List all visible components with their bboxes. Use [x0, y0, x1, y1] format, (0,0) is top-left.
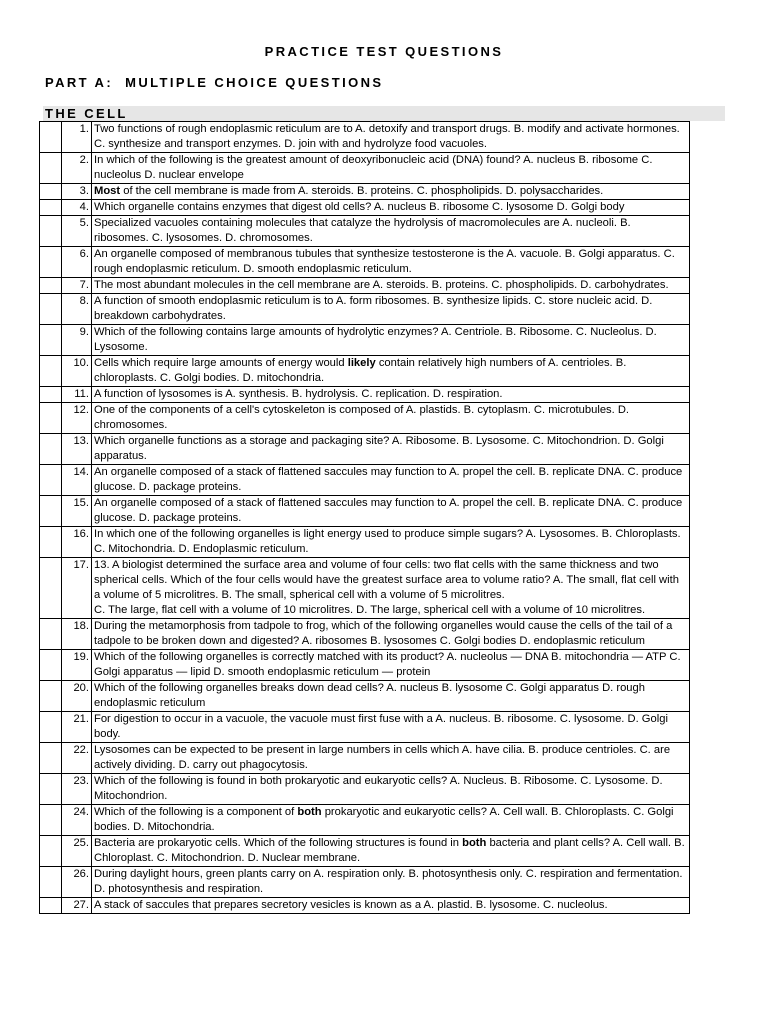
question-row [40, 774, 690, 805]
row-margin-cell [40, 294, 62, 325]
part-heading: PART A: MULTIPLE CHOICE QUESTIONS [45, 75, 384, 90]
question-text [92, 527, 690, 558]
question-text [92, 200, 690, 216]
row-margin-cell [40, 681, 62, 712]
question-text [92, 465, 690, 496]
row-margin-cell [40, 153, 62, 184]
question-row [40, 122, 690, 153]
question-text [92, 681, 690, 712]
question-row [40, 805, 690, 836]
row-margin-cell [40, 465, 62, 496]
row-margin-cell [40, 619, 62, 650]
row-margin-cell [40, 247, 62, 278]
question-text-body: bacteria and plant cells? A. Cell wall. B. Chloroplast. C. Mitochondrion. D. Nuclear membrane. [94, 837, 685, 864]
question-row [40, 558, 690, 619]
question-number: 8. [62, 294, 92, 325]
question-number: 17. [62, 558, 92, 619]
question-text-body: Two functions of rough endoplasmic reticulum are to A. detoxify and transport drugs. B. modify and activate hormones. C. synthesize and transport enzymes. D. join with and hydrolyze food vacuoles. [94, 123, 680, 150]
question-text-body: In which of the following is the greatest amount of deoxyribonucleic acid (DNA) found? A. nucleus B. ribosome C. nucleolus D. nuclear envelope [94, 154, 653, 181]
row-margin-cell [40, 122, 62, 153]
row-margin-cell [40, 325, 62, 356]
question-text-body: contain relatively high numbers of A. centrioles. B. chloroplasts. C. Golgi bodies. D. mitochondria. [94, 357, 627, 384]
question-row [40, 278, 690, 294]
row-margin-cell [40, 558, 62, 619]
row-margin-cell [40, 836, 62, 867]
question-text [92, 805, 690, 836]
question-text [92, 247, 690, 278]
question-text-body: prokaryotic and eukaryotic cells? A. Cell wall. B. Chloroplasts. C. Golgi bodies. D. Mitochondria. [94, 806, 674, 833]
question-text [92, 619, 690, 650]
question-row [40, 200, 690, 216]
row-margin-cell [40, 434, 62, 465]
row-margin-cell [40, 712, 62, 743]
question-text-continued: C. The large, flat cell with a volume of 10 microlitres. D. The large, spherical cell with a volume of 10 microlitres. [94, 604, 646, 616]
question-row [40, 619, 690, 650]
row-margin-cell [40, 898, 62, 914]
question-text-body: Specialized vacuoles containing molecules that catalyze the hydrolysis of macromolecules are A. nucleoli. B. ribosomes. C. lysosomes. D. chromosomes. [94, 217, 631, 244]
page-title: PRACTICE TEST QUESTIONS [264, 44, 504, 59]
question-row [40, 527, 690, 558]
question-text [92, 294, 690, 325]
question-text [92, 403, 690, 434]
question-number: 6. [62, 247, 92, 278]
question-text-body: For digestion to occur in a vacuole, the vacuole must first fuse with a A. nucleus. B. ribosome. C. lysosome. D. Golgi body. [94, 713, 668, 740]
question-text-lead: Which of the following is a component of [94, 806, 298, 818]
question-text [92, 184, 690, 200]
question-text [92, 356, 690, 387]
question-number: 22. [62, 743, 92, 774]
question-text [92, 122, 690, 153]
question-text [92, 325, 690, 356]
question-text-body: Which organelle contains enzymes that digest old cells? A. nucleus B. ribosome C. lysosome D. Golgi body [94, 201, 625, 213]
row-margin-cell [40, 650, 62, 681]
question-text-body: 13. A biologist determined the surface area and volume of four cells: two flat cells with the same thickness and two spherical cells. Which of the four cells would have the greatest surface area to volume ratio? A. The small, flat cell with a volume of 5 microlitres. B. The small, spherical cell with a volume of 5 microlitres. [94, 559, 679, 601]
question-text [92, 153, 690, 184]
question-number: 9. [62, 325, 92, 356]
emphasized-word: likely [347, 357, 376, 369]
row-margin-cell [40, 774, 62, 805]
question-number: 13. [62, 434, 92, 465]
question-text [92, 898, 690, 914]
question-text-body: The most abundant molecules in the cell membrane are A. steroids. B. proteins. C. phospholipids. D. carbohydrates. [94, 279, 669, 291]
question-text-body: Which of the following contains large amounts of hydrolytic enzymes? A. Centriole. B. Ribosome. C. Nucleolus. D. Lysosome. [94, 326, 657, 353]
question-number: 27. [62, 898, 92, 914]
question-text [92, 743, 690, 774]
question-row [40, 836, 690, 867]
row-margin-cell [40, 387, 62, 403]
question-text-body: A function of smooth endoplasmic reticulum is to A. form ribosomes. B. synthesize lipids. C. store nucleic acid. D. breakdown carbohydrates. [94, 295, 653, 322]
emphasized-word: both [462, 837, 487, 849]
question-row [40, 216, 690, 247]
question-number: 2. [62, 153, 92, 184]
question-text [92, 387, 690, 403]
row-margin-cell [40, 403, 62, 434]
question-number: 5. [62, 216, 92, 247]
question-text-body: During daylight hours, green plants carry on A. respiration only. B. photosynthesis only. C. respiration and fermentation. D. photosynthesis and respiration. [94, 868, 683, 895]
question-text-lead: Bacteria are prokaryotic cells. Which of the following structures is found in [94, 837, 463, 849]
question-text [92, 496, 690, 527]
questions-body [40, 122, 690, 914]
question-row [40, 743, 690, 774]
emphasized-word: both [297, 806, 322, 818]
question-number: 21. [62, 712, 92, 743]
question-row [40, 325, 690, 356]
question-number: 18. [62, 619, 92, 650]
question-text-body: Lysosomes can be expected to be present in large numbers in cells which A. have cilia. B. produce centrioles. C. are actively dividing. D. carry out phagocytosis. [94, 744, 671, 771]
question-row [40, 294, 690, 325]
question-text-body: Which of the following organelles is correctly matched with its product? A. nucleolus — DNA B. mitochondria — ATP C. Golgi apparatus — lipid D. smooth endoplasmic reticulum — protein [94, 651, 681, 678]
question-text-body: of the cell membrane is made from A. steroids. B. proteins. C. phospholipids. D. polysaccharides. [120, 185, 604, 197]
question-row [40, 867, 690, 898]
question-text [92, 836, 690, 867]
question-text-lead: Cells which require large amounts of energy would [94, 357, 348, 369]
question-text-body: During the metamorphosis from tadpole to frog, which of the following organelles would cause the cells of the tail of a tadpole to be broken down and digested? A. ribosomes B. lysosomes C. Golgi bodies D. endoplasmic reticulum [94, 620, 673, 647]
row-margin-cell [40, 743, 62, 774]
question-row [40, 681, 690, 712]
question-text-body: An organelle composed of a stack of flattened saccules may function to A. propel the cell. B. replicate DNA. C. produce glucose. D. package proteins. [94, 466, 683, 493]
question-text-body: A stack of saccules that prepares secretory vesicles is known as a A. plastid. B. lysosome. C. nucleolus. [94, 899, 608, 911]
question-text-body: One of the components of a cell's cytoskeleton is composed of A. plastids. B. cytoplasm. C. microtubules. D. chromosomes. [94, 404, 630, 431]
question-text-body: In which one of the following organelles is light energy used to produce simple sugars? A. Lysosomes. B. Chloroplasts. C. Mitochondria. D. Endoplasmic reticulum. [94, 528, 681, 555]
question-row [40, 712, 690, 743]
row-margin-cell [40, 216, 62, 247]
question-number: 10. [62, 356, 92, 387]
question-text [92, 650, 690, 681]
question-row [40, 184, 690, 200]
row-margin-cell [40, 184, 62, 200]
question-text-body: Which of the following is found in both prokaryotic and eukaryotic cells? A. Nucleus. B. Ribosome. C. Lysosome. D. Mitochondrion. [94, 775, 663, 802]
question-number: 23. [62, 774, 92, 805]
question-text [92, 216, 690, 247]
question-number: 19. [62, 650, 92, 681]
question-text-body: Which organelle functions as a storage and packaging site? A. Ribosome. B. Lysosome. C. Mitochondrion. D. Golgi apparatus. [94, 435, 664, 462]
row-margin-cell [40, 278, 62, 294]
question-text [92, 558, 690, 619]
question-number: 14. [62, 465, 92, 496]
questions-table [39, 121, 690, 914]
question-row [40, 247, 690, 278]
question-number: 11. [62, 387, 92, 403]
question-text-body: An organelle composed of a stack of flattened saccules may function to A. propel the cell. B. replicate DNA. C. produce glucose. D. package proteins. [94, 497, 683, 524]
question-text [92, 434, 690, 465]
question-number: 12. [62, 403, 92, 434]
row-margin-cell [40, 356, 62, 387]
question-number: 1. [62, 122, 92, 153]
question-number: 4. [62, 200, 92, 216]
row-margin-cell [40, 200, 62, 216]
question-row [40, 356, 690, 387]
question-text-body: An organelle composed of membranous tubules that synthesize testosterone is the A. vacuole. B. Golgi apparatus. C. rough endoplasmic reticulum. D. smooth endoplasmic reticulum. [94, 248, 675, 275]
question-text-body: Which of the following organelles breaks down dead cells? A. nucleus B. lysosome C. Golgi apparatus D. rough endoplasmic reticulum [94, 682, 645, 709]
question-number: 16. [62, 527, 92, 558]
question-row [40, 465, 690, 496]
question-row [40, 153, 690, 184]
question-row [40, 434, 690, 465]
question-row [40, 650, 690, 681]
question-row [40, 387, 690, 403]
question-number: 25. [62, 836, 92, 867]
row-margin-cell [40, 527, 62, 558]
question-row [40, 403, 690, 434]
question-text [92, 712, 690, 743]
row-margin-cell [40, 867, 62, 898]
question-row [40, 898, 690, 914]
question-number: 15. [62, 496, 92, 527]
emphasized-word: Most [94, 185, 121, 197]
question-number: 7. [62, 278, 92, 294]
question-number: 3. [62, 184, 92, 200]
row-margin-cell [40, 496, 62, 527]
question-number: 26. [62, 867, 92, 898]
question-text [92, 774, 690, 805]
question-text-body: A function of lysosomes is A. synthesis. B. hydrolysis. C. replication. D. respiration. [94, 388, 503, 400]
row-margin-cell [40, 805, 62, 836]
question-number: 24. [62, 805, 92, 836]
section-heading: THE CELL [43, 106, 725, 121]
question-row [40, 496, 690, 527]
question-text [92, 278, 690, 294]
question-text [92, 867, 690, 898]
question-number: 20. [62, 681, 92, 712]
